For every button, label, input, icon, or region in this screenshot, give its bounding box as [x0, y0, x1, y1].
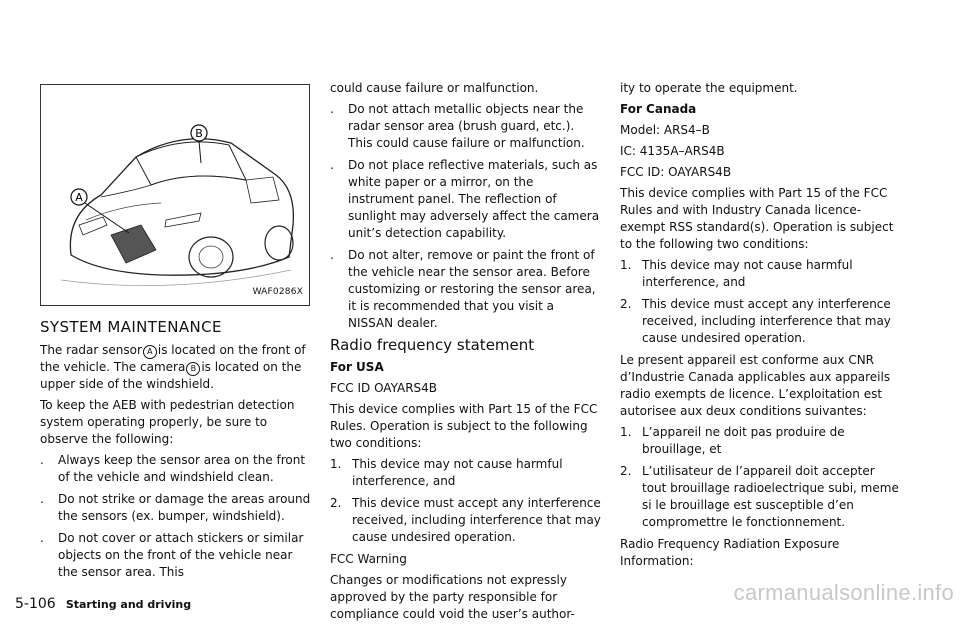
bullet-icon: . — [330, 158, 334, 172]
list-item-text: Do not cover or attach stickers or similar objects on the front of the vehicle near the sensor area. This — [58, 531, 304, 579]
list-number: 2. — [330, 496, 342, 510]
fcc-id: FCC ID OAYARS4B — [330, 381, 438, 395]
sensor-location-paragraph — [40, 342, 312, 393]
column-3 — [620, 80, 902, 574]
list-item — [40, 491, 312, 525]
text-fragment: The radar sensor — [40, 343, 142, 357]
page-number: 5-106 — [15, 596, 56, 612]
list-item — [330, 495, 602, 546]
list-item-text: This device must accept any interference received, including interference that may cause undesired operation. — [352, 496, 601, 544]
column-1 — [40, 84, 312, 586]
subheading-usa: For USA — [330, 360, 384, 374]
bullet-icon: . — [40, 492, 44, 506]
ic-number: IC: 4135A–ARS4B — [620, 144, 725, 158]
callout-a-label: A — [75, 191, 83, 204]
figure-code: WAF0286X — [252, 287, 303, 297]
list-item-text: L’appareil ne doit pas produire de brouillage, et — [642, 425, 845, 456]
paragraph: This device complies with Part 15 of the FCC Rules. Operation is subject to the following two conditions: — [330, 402, 598, 450]
paragraph: Radio Frequency Radiation Exposure Information: — [620, 537, 840, 568]
list-item — [620, 424, 902, 458]
list-item — [620, 257, 902, 291]
car-drawing — [41, 85, 309, 305]
bullet-icon: . — [40, 453, 44, 467]
paragraph-french: Le present appareil est conforme aux CNR d’Industrie Canada applicables aux appareils radio exempts de licence. L’exploitation est autorisee aux deux conditions suivantes: — [620, 353, 891, 418]
list-item-text: This device may not cause harmful interference, and — [642, 258, 853, 289]
list-item-text: Do not strike or damage the areas around the sensors (ex. bumper, windshield). — [58, 492, 311, 523]
continued-text: could cause failure or malfunction. — [330, 81, 539, 95]
list-item — [40, 530, 312, 581]
list-item-text: Always keep the sensor area on the front of the vehicle and windshield clean. — [58, 453, 306, 484]
watermark: carmanualsonline.info — [733, 580, 954, 605]
paragraph: To keep the AEB with pedestrian detection system operating properly, be sure to observe the following: — [40, 398, 295, 446]
bullet-icon: . — [40, 531, 44, 545]
list-item-text: This device may not cause harmful interference, and — [352, 457, 563, 488]
section-heading-maintenance: SYSTEM MAINTENANCE — [40, 318, 222, 336]
column-2 — [330, 80, 602, 627]
list-item-text: This device must accept any interference received, including interference that may cause undesired operation. — [642, 297, 891, 345]
text-fragment: is located on the front of the vehicle. The camera — [40, 343, 306, 374]
paragraph: Changes or modifications not expressly approved by the party responsible for compliance could void the user’s author- — [330, 573, 575, 621]
list-item — [40, 452, 312, 486]
list-number: 1. — [620, 425, 632, 439]
marker-b-icon: B — [186, 362, 200, 376]
section-heading-radio: Radio frequency statement — [330, 336, 535, 354]
callout-b-label: B — [195, 127, 203, 140]
bullet-icon: . — [330, 248, 334, 262]
list-item-text: Do not attach metallic objects near the radar sensor area (brush guard, etc.). This could cause failure or malfunction. — [348, 102, 585, 150]
list-item — [620, 296, 902, 347]
list-number: 2. — [620, 464, 632, 478]
paragraph: This device complies with Part 15 of the FCC Rules and with Industry Canada licence-exempt RSS standard(s). Operation is subject to the following two conditions: — [620, 186, 894, 251]
list-number: 2. — [620, 297, 632, 311]
text-fragment: is located on the upper side of the windshield. — [40, 360, 302, 391]
list-number: 1. — [330, 457, 342, 471]
continued-text: ity to operate the equipment. — [620, 81, 798, 95]
list-item — [330, 247, 602, 332]
list-item — [620, 463, 902, 531]
vehicle-illustration — [40, 84, 310, 306]
fcc-warning: FCC Warning — [330, 552, 407, 566]
page-footer — [15, 596, 191, 612]
list-item — [330, 456, 602, 490]
list-item-text: Do not place reflective materials, such as white paper or a mirror, on the instrument panel. The reflection of sunlight may adversely affect the camera unit’s detection capability. — [348, 158, 600, 240]
model-number: Model: ARS4–B — [620, 123, 710, 137]
section-title: Starting and driving — [65, 598, 192, 611]
list-item-text: Do not alter, remove or paint the front of the vehicle near the sensor area. Before customizing or restoring the sensor area, it is recommended that you visit a NISSAN dealer. — [348, 248, 596, 330]
list-item — [330, 157, 602, 242]
fcc-id: FCC ID: OAYARS4B — [620, 165, 732, 179]
list-number: 1. — [620, 258, 632, 272]
subheading-canada: For Canada — [620, 102, 697, 116]
bullet-icon: . — [330, 102, 334, 116]
list-item — [330, 101, 602, 152]
marker-a-icon: A — [143, 345, 157, 359]
list-item-text: L’utilisateur de l’appareil doit accepter tout brouillage radioelectrique subi, meme si le brouillage est susceptible d’en compromettre le fonctionnement. — [642, 464, 899, 529]
